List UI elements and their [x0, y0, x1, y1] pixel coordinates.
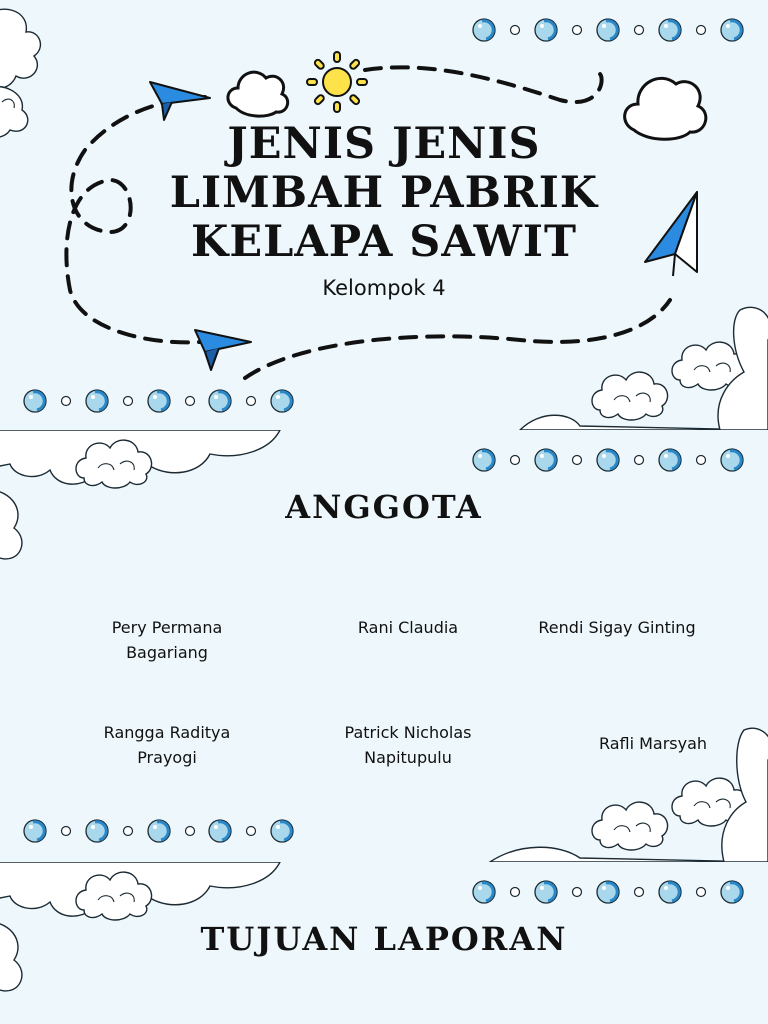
cover-title-line-1: JENIS JENIS: [227, 119, 541, 169]
member-name: [517, 615, 717, 640]
bubble-row-bottom: [24, 820, 293, 842]
member-name-line: Bagariang: [126, 643, 208, 662]
member-name-line: Napitupulu: [364, 748, 452, 767]
members-heading: ANGGOTA: [285, 488, 483, 526]
member-name: [308, 615, 508, 640]
member-name-line: Patrick Nicholas: [344, 723, 472, 742]
member-name-line: Pery Permana: [111, 618, 223, 637]
cover-subtitle: Kelompok 4: [322, 276, 446, 300]
purpose-heading: TUJUAN LAPORAN: [200, 920, 568, 958]
cover-title-line-3: KELAPA SAWIT: [191, 217, 577, 267]
member-name-line: Rani Claudia: [357, 618, 459, 637]
sun-icon: [307, 52, 367, 112]
members-slide: [0, 430, 768, 862]
bubble-row-top: [473, 19, 743, 41]
member-name: [553, 731, 753, 756]
bubble-row-top: [473, 881, 743, 903]
member-name: [308, 720, 508, 770]
member-name: [67, 615, 267, 665]
member-name: [67, 720, 267, 770]
purpose-slide: [0, 862, 768, 1024]
cover-title-line-2: LIMBAH PABRIK: [169, 168, 599, 218]
cover-slide: [0, 0, 768, 430]
member-name-line: Prayogi: [137, 748, 197, 767]
bubble-row-bottom: [24, 390, 293, 412]
cloud-icon: [520, 307, 768, 430]
cloud-icon: [0, 9, 40, 137]
bubble-row-top: [473, 449, 743, 471]
member-name-line: Rendi Sigay Ginting: [538, 618, 696, 637]
paper-plane-icon: [195, 330, 251, 370]
paper-plane-icon: [150, 82, 210, 120]
member-name-line: Rangga Raditya: [103, 723, 231, 742]
member-name-line: Rafli Marsyah: [598, 734, 708, 753]
